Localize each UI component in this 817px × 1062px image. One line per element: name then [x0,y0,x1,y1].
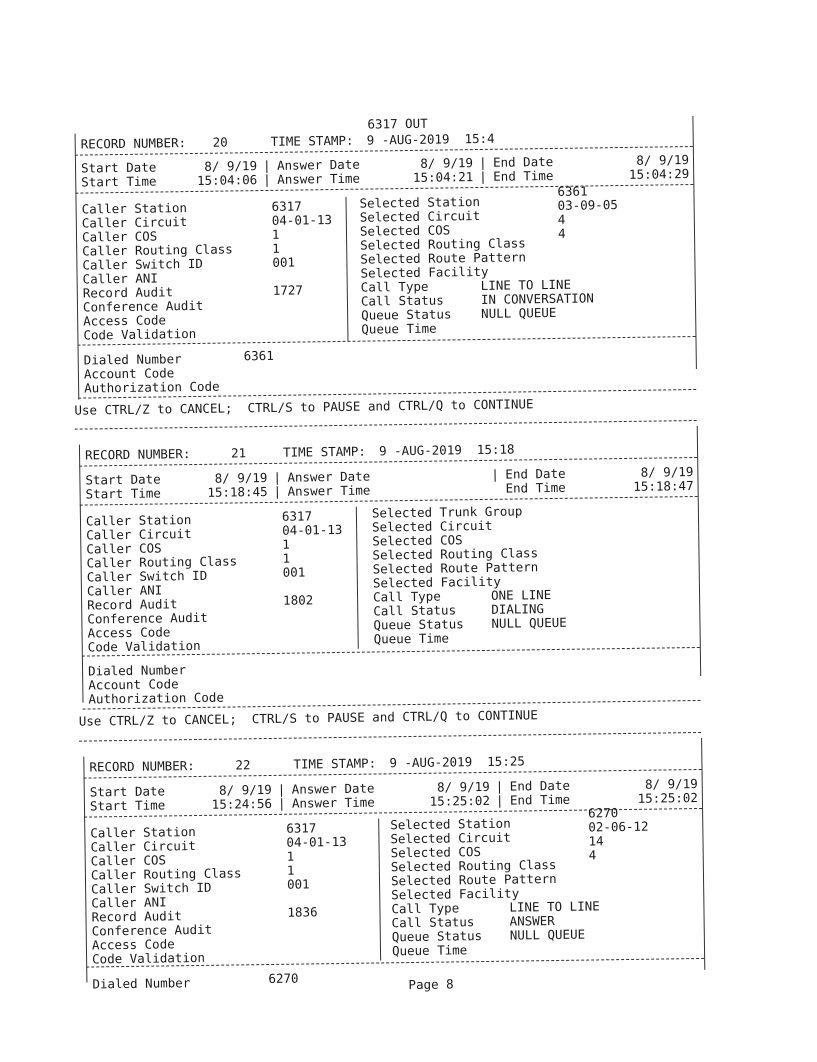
end-date: 8/ 9/19 [644,776,698,792]
caller-routing-class: 1 [286,862,295,878]
frame-left [83,757,87,983]
record-audit: 1836 [287,904,318,920]
selected-circuit-label: Selected Circuit [390,829,511,847]
selected-trunk-group-label: Selected Trunk Group [371,503,523,521]
queue-status-label: Queue Status [373,616,464,633]
dialed-number-label: Dialed Number [87,662,187,679]
frame-left [79,445,84,703]
end-time-label: End Time [493,167,554,184]
end-time: 15:18:47 [633,478,694,494]
time-stamp: 9 -AUG-2019 15:18 [378,441,515,459]
time-stamp-label: TIME STAMP: [282,443,366,460]
end-date: 8/ 9/19 [636,152,690,168]
selected-routing-class: 4 [588,847,597,863]
answer-time: 15:04:21 [412,169,474,185]
start-date: 8/ 9/19 [214,469,268,486]
page-number: Page 8 [408,976,454,993]
answer-date-label: Answer Date [287,468,371,485]
col-separator: | [273,469,282,485]
start-date-label: Start Date [89,783,166,800]
call-type: ONE LINE [490,587,552,603]
caller-station: 6317 [286,820,317,836]
record-number: 21 [230,445,247,461]
record-number: 22 [235,757,251,773]
conference-audit-label: Conference Audit [91,921,213,939]
divider [75,184,693,194]
answer-time-label: Answer Time [291,794,375,811]
selected-routing-class: 4 [557,225,566,241]
conference-audit-label: Conference Audit [87,609,208,627]
header-note: 6317 OUT [367,115,428,132]
start-time: 15:18:45 [207,483,268,500]
caller-ani-label: Caller ANI [86,582,163,599]
caller-cos-label: Caller COS [90,852,167,869]
caller-switch-id: 001 [272,254,296,270]
caller-circuit-label: Caller Circuit [90,838,196,855]
call-type-label: Call Type [372,588,441,605]
answer-date-label: Answer Date [291,780,375,797]
selected-station: 6361 [557,183,588,199]
answer-date: 8/ 9/19 [436,778,490,795]
answer-time-label: Answer Time [287,482,371,499]
caller-station-label: Caller Station [90,824,196,841]
queue-time-label: Queue Time [391,942,468,959]
caller-switch-id-label: Caller Switch ID [82,255,203,273]
selected-routing-class-label: Selected Routing Class [372,545,539,563]
caller-cos-label: Caller COS [81,228,158,245]
record-number: 20 [212,134,228,150]
conference-audit-label: Conference Audit [82,297,204,315]
queue-status: NULL QUEUE [491,614,567,631]
call-status-label: Call Status [373,602,457,619]
selected-routing-class-label: Selected Routing Class [360,235,526,253]
start-time-label: Start Time [89,797,166,814]
selected-cos-label: Selected COS [359,222,451,239]
record-audit-label: Record Audit [87,596,178,613]
caller-switch-id: 001 [282,564,306,580]
selected-routing-class-label: Selected Routing Class [390,856,557,875]
queue-status: NULL QUEUE [481,304,557,321]
caller-routing-class: 1 [272,240,280,256]
start-date: 8/ 9/19 [218,781,272,798]
authorization-code-label: Authorization Code [88,689,225,707]
call-status: IN CONVERSATION [480,290,594,307]
col-separator: | [277,795,286,811]
col-separator: | [495,778,504,794]
time-stamp-label: TIME STAMP: [270,132,354,149]
selected-facility-label: Selected Facility [360,263,489,281]
caller-station: 6317 [271,198,302,214]
field-separator [356,507,359,649]
caller-circuit: 04-01-13 [271,212,333,228]
caller-switch-id: 001 [286,876,310,892]
account-code-label: Account Code [83,365,175,382]
continue-prompt: Use CTRL/Z to CANCEL; CTRL/S to PAUSE and CTRL/Q to CONTINUE [78,707,538,729]
col-separator: | [273,483,282,499]
caller-ani-label: Caller ANI [91,894,167,911]
selected-route-pattern-label: Selected Route Pattern [372,559,539,577]
end-time: 15:25:02 [637,790,699,806]
start-date-label: Start Date [80,159,157,176]
call-type-label: Call Type [360,278,429,295]
end-date-label: End Date [509,777,571,794]
selected-route-pattern-label: Selected Route Pattern [360,249,527,267]
answer-date-label: Answer Date [276,156,360,173]
end-time-label: End Time [505,479,566,496]
record-number-label: RECORD NUMBER: [89,758,195,775]
field-separator [378,818,381,960]
queue-status-label: Queue Status [361,306,452,323]
record-audit: 1727 [272,282,303,298]
frame-right [692,116,697,369]
queue-status-label: Queue Status [391,928,483,945]
divider [80,496,698,506]
selected-station-label: Selected Station [359,193,481,211]
caller-routing-class: 1 [282,550,291,566]
end-date: 8/ 9/19 [640,464,694,480]
code-validation-label: Code Validation [83,325,197,343]
col-separator: | [479,168,487,184]
time-stamp-label: TIME STAMP: [293,755,377,772]
field-separator [345,197,348,341]
dialed-number: 6361 [243,347,274,364]
selected-station: 6270 [588,805,619,821]
queue-time-label: Queue Time [373,630,450,647]
selected-station-label: Selected Station [390,815,511,833]
access-code-label: Access Code [87,624,171,641]
selected-cos-label: Selected COS [372,532,463,549]
end-time-label: End Time [509,791,571,808]
start-time: 15:24:56 [211,795,273,812]
selected-cos-label: Selected COS [390,844,482,861]
caller-circuit: 04-01-13 [282,521,343,538]
start-time: 15:04:06 [196,172,258,188]
queue-time-label: Queue Time [361,320,437,337]
selected-cos: 4 [557,211,566,227]
start-time-label: Start Time [85,485,161,502]
start-date: 8/ 9/19 [204,158,258,174]
selected-facility-label: Selected Facility [372,573,501,591]
col-separator: | [277,781,286,797]
frame-right [701,738,705,970]
call-type: LINE TO LINE [509,898,600,915]
caller-ani-label: Caller ANI [82,270,158,287]
answer-time: 15:25:02 [429,792,491,809]
caller-station: 6317 [281,508,313,524]
selected-circuit-label: Selected Circuit [359,207,481,225]
selected-circuit-label: Selected Circuit [371,517,493,535]
caller-cos: 1 [271,226,280,242]
caller-station-label: Caller Station [81,200,188,217]
divider [79,732,701,742]
dialed-number: 6270 [268,970,299,987]
time-stamp: 9 -AUG-2019 15:25 [389,753,525,771]
end-date-label: End Date [492,153,554,170]
start-time-label: Start Time [81,173,157,190]
authorization-code-label: Authorization Code [84,378,220,396]
call-status: ANSWER [509,913,555,929]
caller-circuit-label: Caller Circuit [81,214,188,231]
caller-cos-label: Caller COS [86,540,162,557]
caller-cos: 1 [286,848,295,864]
dialed-number-label: Dialed Number [83,351,182,368]
caller-routing-class-label: Caller Routing Class [86,553,238,571]
call-type-label: Call Type [391,900,460,917]
record-audit-label: Record Audit [91,908,182,925]
code-validation-label: Code Validation [87,637,201,655]
answer-date: 8/ 9/19 [420,155,474,171]
end-time: 15:04:29 [628,166,690,182]
caller-station-label: Caller Station [85,512,192,529]
divider [75,420,697,430]
selected-circuit: 03-09-05 [557,197,618,213]
record-audit-label: Record Audit [82,284,174,301]
col-separator: | [263,171,271,188]
selected-circuit: 02-06-12 [588,818,649,835]
selected-route-pattern-label: Selected Route Pattern [390,870,557,889]
caller-switch-id-label: Caller Switch ID [91,879,212,897]
col-separator: | [495,792,504,808]
frame-left [75,134,80,400]
record-number-label: RECORD NUMBER: [84,446,191,463]
access-code-label: Access Code [83,312,167,329]
col-separator: | [491,466,500,482]
start-date-label: Start Date [85,471,161,488]
code-validation-label: Code Validation [91,949,206,967]
caller-routing-class-label: Caller Routing Class [90,865,242,883]
caller-routing-class-label: Caller Routing Class [82,241,233,259]
col-separator: | [478,154,487,171]
caller-circuit-label: Caller Circuit [86,526,192,543]
call-type: LINE TO LINE [480,276,572,293]
queue-status: NULL QUEUE [509,926,586,943]
call-status: DIALING [491,601,545,617]
continue-prompt: Use CTRL/Z to CANCEL; CTRL/S to PAUSE and CTRL/Q to CONTINUE [74,396,534,418]
dialed-number-label: Dialed Number [92,975,191,992]
caller-switch-id-label: Caller Switch ID [86,567,208,585]
end-date-label: End Date [505,465,566,482]
call-status-label: Call Status [360,292,444,309]
caller-circuit: 04-01-13 [286,833,347,850]
answer-time-label: Answer Time [277,170,361,187]
access-code-label: Access Code [91,936,175,953]
selected-cos: 14 [588,833,604,849]
col-separator: | [262,157,271,174]
call-status-label: Call Status [391,914,475,931]
time-stamp: 9 -AUG-2019 15:4 [366,130,495,148]
selected-facility-label: Selected Facility [391,885,520,903]
record-audit: 1802 [283,592,314,608]
caller-cos: 1 [282,536,290,552]
frame-right [697,426,701,676]
record-number-label: RECORD NUMBER: [80,135,187,152]
account-code-label: Account Code [88,676,179,693]
